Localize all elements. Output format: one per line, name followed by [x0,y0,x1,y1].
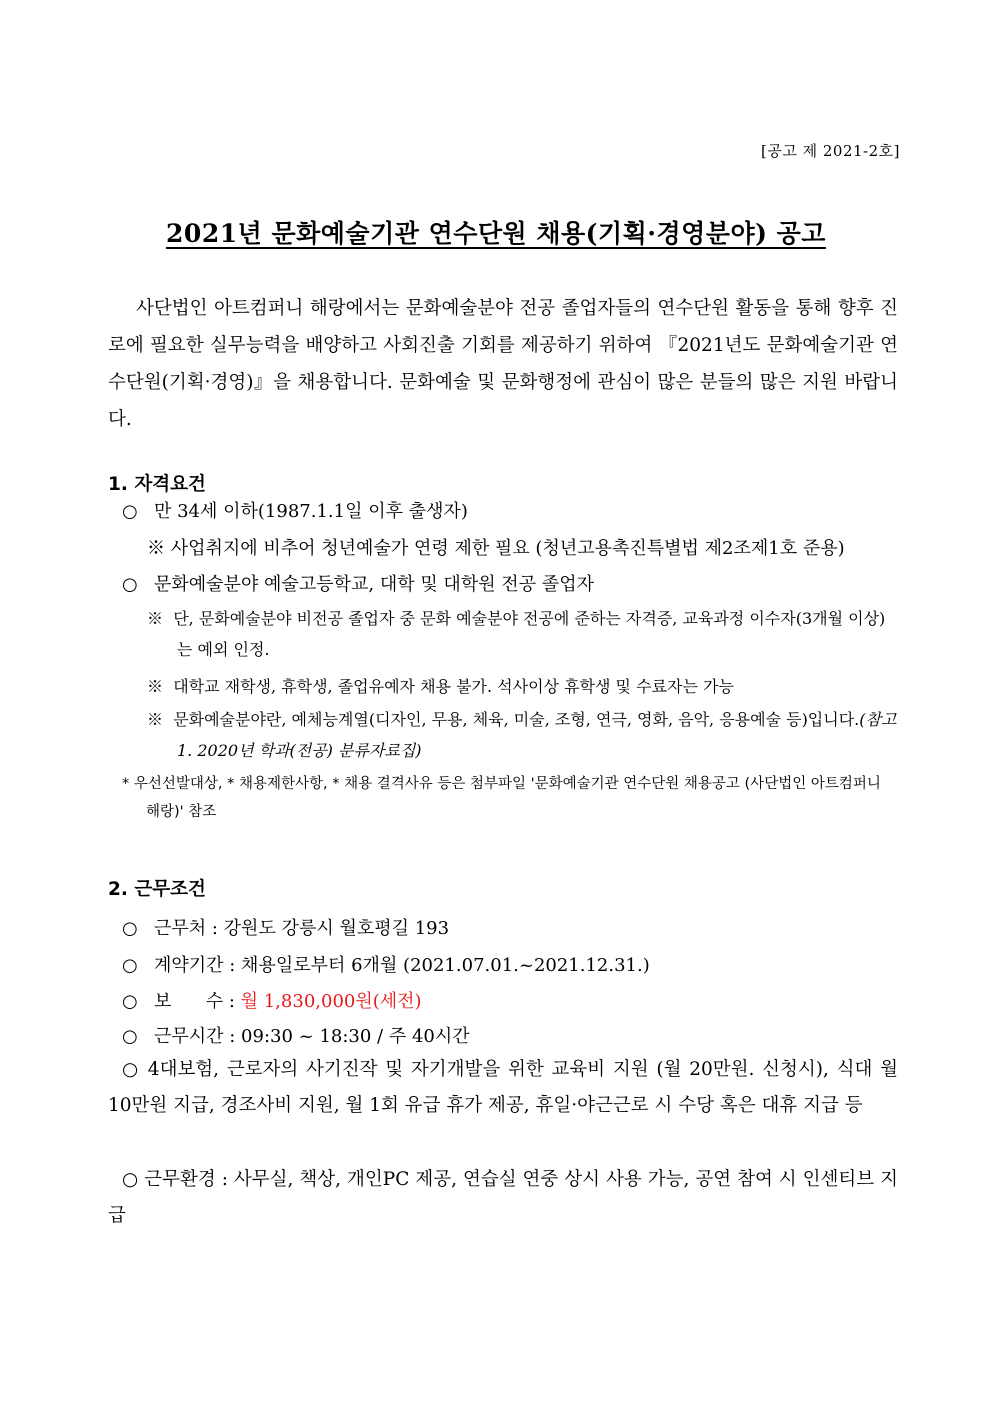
note-mark-icon: ※ [147,710,164,729]
item1-text: 만 34세 이하(1987.1.1일 이후 출생자) [154,501,468,522]
environment-text: 근무환경 : 사무실, 책상, 개인PC 제공, 연습실 연중 상시 사용 가능, 공연 참여 시 인센티브 지급 [108,1169,898,1226]
note-b-text: 대학교 재학생, 휴학생, 졸업유예자 채용 불가. 석사이상 휴학생 및 수료자는 가능 [173,677,734,696]
note-mark-icon: ※ [147,538,165,559]
bullet-circle-icon: ○ [122,501,138,522]
section1-item2 [122,570,594,596]
bullet-circle-icon: ○ [122,918,138,939]
section2-pay [122,987,422,1013]
note-a [147,603,899,665]
section2-hours [122,1022,470,1048]
page-title: 2021년 문화예술기관 연수단원 채용(기획·경영분야) 공고 [166,219,826,248]
pay-value: 월 1,830,000원(세전) [240,991,422,1012]
bullet-circle-icon: ○ [122,1169,139,1190]
note-b [147,671,899,702]
notice-number: [공고 제 2021-2호] [761,142,900,160]
note-mark-icon: ※ [147,677,164,696]
section1-item1 [122,497,468,523]
pay-label: 보 수 : [154,991,241,1012]
section1-item1-note [147,534,845,560]
note-a-text: 단, 문화예술분야 비전공 졸업자 중 문화 예술분야 전공에 준하는 자격증, 교육과정 이수자(3개월 이상)는 예외 인정. [173,609,886,659]
section2-heading: 2. 근무조건 [108,879,206,900]
section2-environment [108,1162,898,1234]
section2-contract [122,951,650,977]
item1-note-text: 사업취지에 비추어 청년예술가 연령 제한 필요 (청년고용촉진특별법 제2조제1호 준용) [170,538,845,559]
workplace-text: 근무처 : 강원도 강릉시 월호평길 193 [154,918,450,939]
section1-notes [147,603,899,766]
note-c-text: 문화예술분야란, 예체능계열(디자인, 무용, 체육, 미술, 조형, 연극, 영화, 음악, 응용예술 등)입니다. [173,710,860,729]
section2-workplace [122,914,449,940]
bullet-circle-icon: ○ [122,955,138,976]
contract-text: 계약기간 : 채용일로부터 6개월 (2021.07.01.~2021.12.31.) [154,955,650,976]
section2-benefits [108,1052,898,1124]
page-title-wrap [0,214,992,250]
bullet-circle-icon: ○ [122,1026,138,1047]
section1-heading: 1. 자격요건 [108,474,206,495]
hours-text: 근무시간 : 09:30 ~ 18:30 / 주 40시간 [154,1026,470,1047]
intro-paragraph: 사단법인 아트컴퍼니 해랑에서는 문화예술분야 전공 졸업자들의 연수단원 활동을 통해 향후 진로에 필요한 실무능력을 배양하고 사회진출 기회를 제공하기 위하여 『2021년도 문화예술기관 연수단원(기획·경영)』을 채용합니다. 문화예술 및 문화행정에 관심이 많은 분들의 많은 지원 바랍니다. [108,298,898,430]
bullet-circle-icon: ○ [122,991,138,1012]
note-c [147,704,899,766]
bullet-circle-icon: ○ [122,574,138,595]
item2-text: 문화예술분야 예술고등학교, 대학 및 대학원 전공 졸업자 [154,574,594,595]
bullet-circle-icon: ○ [122,1059,141,1080]
note-mark-icon: ※ [147,609,164,628]
note-c-reference: (참고1. 2020년 학과(전공) 분류자료집) [177,710,897,760]
section1-star-note: * 우선선발대상, * 채용제한사항, * 채용 결격사유 등은 첨부파일 '문화예술기관 연수단원 채용공고 (사단법인 아트컴퍼니 해랑)' 참조 [122,776,881,820]
benefits-text: 4대보험, 근로자의 사기진작 및 자기개발을 위한 교육비 지원 (월 20만원. 신청시), 식대 월 10만원 지급, 경조사비 지원, 월 1회 유급 휴가 제공, 휴일·야근근로 시 수당 혹은 대휴 지급 등 [108,1059,898,1116]
